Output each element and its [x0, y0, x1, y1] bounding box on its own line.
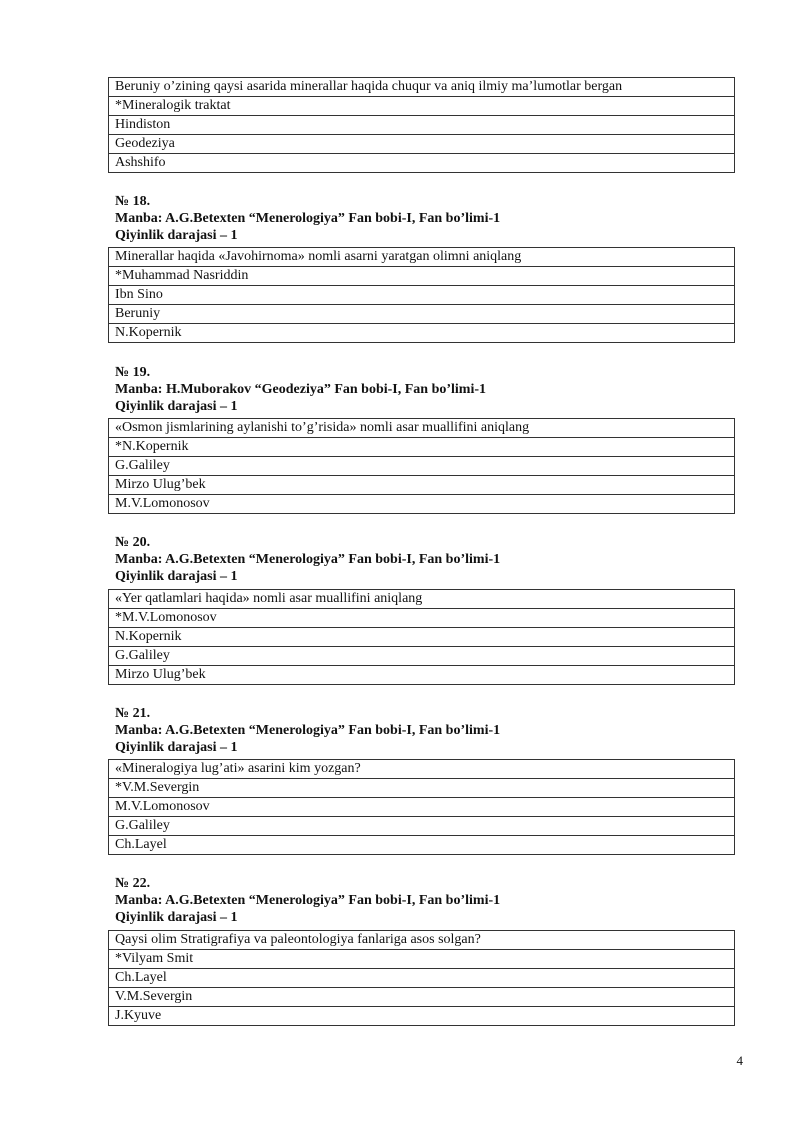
answer-cell-correct: *M.V.Lomonosov [109, 609, 735, 628]
answer-cell: Mirzo Ulug’bek [109, 476, 735, 495]
question-difficulty: Qiyinlik darajasi – 1 [115, 569, 238, 584]
question-header-18 [115, 193, 500, 244]
question-number: № 18. [115, 194, 151, 209]
question-table-17 [108, 77, 735, 173]
answer-cell: Ch.Layel [109, 836, 735, 855]
question-difficulty: Qiyinlik darajasi – 1 [115, 910, 238, 925]
question-cell: «Osmon jismlarining aylanishi to’g’risida» nomli asar muallifini aniqlang [109, 419, 735, 438]
question-header-22 [115, 875, 500, 926]
answer-cell: M.V.Lomonosov [109, 495, 735, 514]
question-difficulty: Qiyinlik darajasi – 1 [115, 399, 238, 414]
answer-cell: V.M.Severgin [109, 988, 735, 1007]
question-table-20 [108, 589, 735, 685]
question-number: № 21. [115, 706, 151, 721]
answer-cell: Ibn Sino [109, 286, 735, 305]
answer-cell: Ch.Layel [109, 969, 735, 988]
answer-cell: M.V.Lomonosov [109, 798, 735, 817]
question-source: Manba: A.G.Betexten “Menerologiya” Fan bobi-I, Fan bo’limi-1 [115, 552, 501, 567]
question-table-21 [108, 759, 735, 855]
question-difficulty: Qiyinlik darajasi – 1 [115, 740, 238, 755]
question-cell: Minerallar haqida «Javohirnoma» nomli asarni yaratgan olimni aniqlang [109, 248, 735, 267]
question-source: Manba: A.G.Betexten “Menerologiya” Fan bobi-I, Fan bo’limi-1 [115, 893, 501, 908]
answer-cell: G.Galiley [109, 817, 735, 836]
page-number: 4 [736, 1053, 743, 1068]
question-source: Manba: A.G.Betexten “Menerologiya” Fan bobi-I, Fan bo’limi-1 [115, 211, 501, 226]
question-cell: «Yer qatlamlari haqida» nomli asar muallifini aniqlang [109, 590, 735, 609]
question-cell: Qaysi olim Stratigrafiya va paleontologiya fanlariga asos solgan? [109, 931, 735, 950]
answer-cell: G.Galiley [109, 647, 735, 666]
question-number: № 20. [115, 535, 151, 550]
question-cell: «Mineralogiya lug’ati» asarini kim yozgan? [109, 760, 735, 779]
question-table-18 [108, 247, 735, 343]
answer-cell-correct: *Muhammad Nasriddin [109, 267, 735, 286]
question-cell: Beruniy o’zining qaysi asarida minerallar haqida chuqur va aniq ilmiy ma’lumotlar bergan [109, 78, 735, 97]
answer-cell: Geodeziya [109, 135, 735, 154]
question-number: № 19. [115, 365, 151, 380]
question-header-21 [115, 705, 500, 756]
answer-cell: N.Kopernik [109, 628, 735, 647]
answer-cell-correct: *V.M.Severgin [109, 779, 735, 798]
question-source: Manba: A.G.Betexten “Menerologiya” Fan bobi-I, Fan bo’limi-1 [115, 723, 501, 738]
question-header-19 [115, 364, 486, 415]
question-number: № 22. [115, 876, 151, 891]
answer-cell: Beruniy [109, 305, 735, 324]
question-table-22 [108, 930, 735, 1026]
answer-cell: G.Galiley [109, 457, 735, 476]
question-source: Manba: H.Muborakov “Geodeziya” Fan bobi-I, Fan bo’limi-1 [115, 382, 487, 397]
question-difficulty: Qiyinlik darajasi – 1 [115, 228, 238, 243]
answer-cell-correct: *Vilyam Smit [109, 950, 735, 969]
question-table-19 [108, 418, 735, 514]
answer-cell-correct: *Mineralogik traktat [109, 97, 735, 116]
answer-cell: Ashshifo [109, 154, 735, 173]
question-header-20 [115, 534, 500, 585]
answer-cell: J.Kyuve [109, 1007, 735, 1026]
answer-cell: N.Kopernik [109, 324, 735, 343]
answer-cell-correct: *N.Kopernik [109, 438, 735, 457]
answer-cell: Mirzo Ulug’bek [109, 666, 735, 685]
answer-cell: Hindiston [109, 116, 735, 135]
